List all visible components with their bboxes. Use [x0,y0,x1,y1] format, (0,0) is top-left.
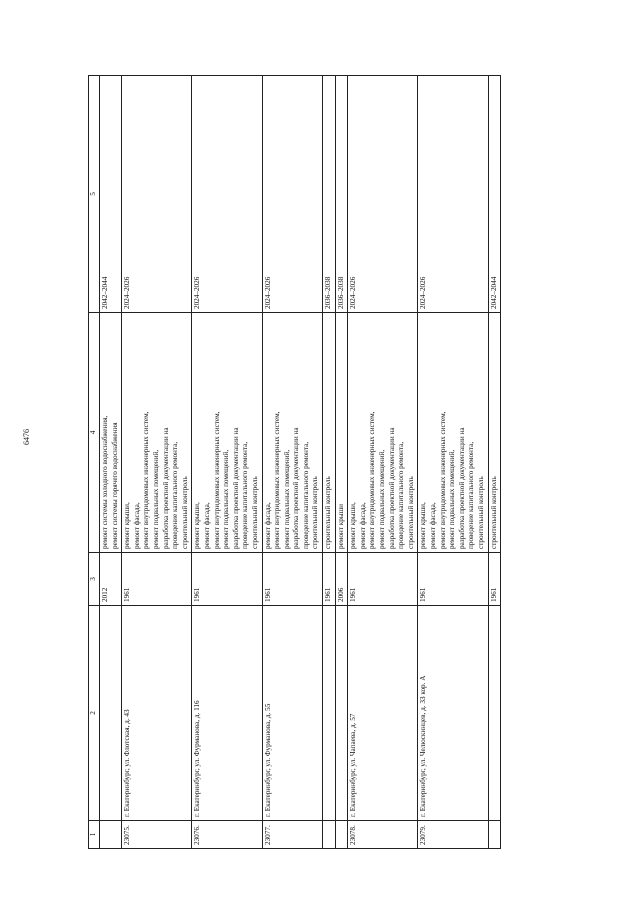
row-number-cell: 23078. [348,821,418,849]
work-item: строительный контроль [250,476,259,549]
work-item: ремонт внутридомовых инженерных систем, [142,411,151,549]
work-item: ремонт фасада, [202,502,211,549]
work-item: ремонт внутридомовых инженерных систем, [212,411,221,549]
address-cell: г. Екатеринбург, ул. Флотская, д. 43 [122,606,192,821]
work-item: ремонт подвальных помещений, [151,449,160,549]
period-cell: 2042–2044 [488,76,501,313]
work-item: ремонт подвальных помещений, [378,449,387,549]
work-item: строительный контроль [406,476,415,549]
table-row [418,76,488,849]
work-item: ремонт крыши, [193,502,202,549]
table-body [100,76,501,849]
period-cell: 2036–2038 [335,76,348,313]
work-item: ремонт системы горячего водоснабжения [110,422,119,549]
work-item: проведение капитального ремонта, [241,441,250,549]
year-cell: 1961 [488,553,501,606]
address-cell: г. Екатеринбург, ул. Челюскинцев, д. 33 кор. А [418,606,488,821]
table-row [488,76,501,849]
works-cell [122,313,192,553]
address-cell: г. Екатеринбург, ул. Фурманова, д. 116 [192,606,262,821]
work-item: разработка проектной документации на [161,427,170,549]
period-cell: 2024–2026 [192,76,262,313]
work-item: проведение капитального ремонта, [171,441,180,549]
period-cell: 2024–2026 [262,76,323,313]
table-header-row [89,76,100,849]
works-cell [323,313,336,553]
header-col-4: 4 [89,313,100,553]
work-item: проведение капитального ремонта, [397,441,406,549]
table-row [348,76,418,849]
header-col-5: 5 [89,76,100,313]
period-cell: 2024–2026 [418,76,488,313]
year-cell: 2012 [100,553,122,606]
works-cell [192,313,262,553]
work-item: ремонт крыши [336,503,345,549]
work-item: строительный контроль [476,476,485,549]
table-row [262,76,323,849]
work-item: разработка проектной документации на [292,427,301,549]
work-item: ремонт подвальных помещений, [448,449,457,549]
row-number-cell [488,821,501,849]
schedule-table-rotated [88,87,605,849]
work-item: ремонт крыши, [349,502,358,549]
row-number-cell: 23076. [192,821,262,849]
row-number-cell: 23079. [418,821,488,849]
work-item: ремонт внутридомовых инженерных систем, [273,411,282,549]
row-number-cell [100,821,122,849]
works-cell [348,313,418,553]
work-item: ремонт фасада, [263,502,272,549]
work-item: ремонт подвальных помещений, [222,449,231,549]
period-cell: 2042–2044 [100,76,122,313]
header-col-2: 2 [89,606,100,821]
work-item: разработка проектной документации на [387,427,396,549]
work-item: ремонт крыши, [419,502,428,549]
works-cell [335,313,348,553]
address-cell [323,606,336,821]
work-item: разработка проектной документации на [457,427,466,549]
header-col-3: 3 [89,553,100,606]
works-cell [262,313,323,553]
work-item: ремонт крыши, [123,502,132,549]
work-item: проведение капитального ремонта, [301,441,310,549]
row-number-cell [323,821,336,849]
period-cell: 2024–2026 [348,76,418,313]
header-col-1: 1 [89,821,100,849]
year-cell: 1961 [348,553,418,606]
table-row [100,76,122,849]
year-cell: 1961 [122,553,192,606]
address-cell: г. Екатеринбург, ул. Чапаева, д. 57 [348,606,418,821]
page-number: 6476 [22,429,31,445]
work-item: ремонт внутридомовых инженерных систем, [438,411,447,549]
work-item: строительный контроль [180,476,189,549]
works-cell [100,313,122,553]
table-row [122,76,192,849]
row-number-cell: 23077. [262,821,323,849]
work-item: ремонт фасада, [358,502,367,549]
period-cell: 2024–2026 [122,76,192,313]
works-cell [418,313,488,553]
row-number-cell [335,821,348,849]
works-cell [488,313,501,553]
work-item: разработка проектной документации на [231,427,240,549]
year-cell: 1961 [192,553,262,606]
work-item: строительный контроль [489,476,498,549]
table-row [335,76,348,849]
work-item: ремонт внутридомовых инженерных систем, [368,411,377,549]
work-item: ремонт фасада, [132,502,141,549]
year-cell: 2006 [335,553,348,606]
address-cell [488,606,501,821]
table-row [323,76,336,849]
capital-repair-table [88,75,501,849]
year-cell: 1961 [418,553,488,606]
year-cell: 1961 [323,553,336,606]
address-cell [100,606,122,821]
work-item: ремонт фасада, [429,502,437,549]
work-item: строительный контроль [324,476,333,549]
row-number-cell: 23075. [122,821,192,849]
table-row [192,76,262,849]
period-cell: 2036–2038 [323,76,336,313]
address-cell: г. Екатеринбург, ул. Фурманова, д. 55 [262,606,323,821]
work-item: ремонт системы холодного водоснабжения, [101,415,109,549]
work-item: строительный контроль [311,476,320,549]
work-item: ремонт подвальных помещений, [282,449,291,549]
year-cell: 1961 [262,553,323,606]
work-item: проведение капитального ремонта, [467,441,476,549]
address-cell [335,606,348,821]
